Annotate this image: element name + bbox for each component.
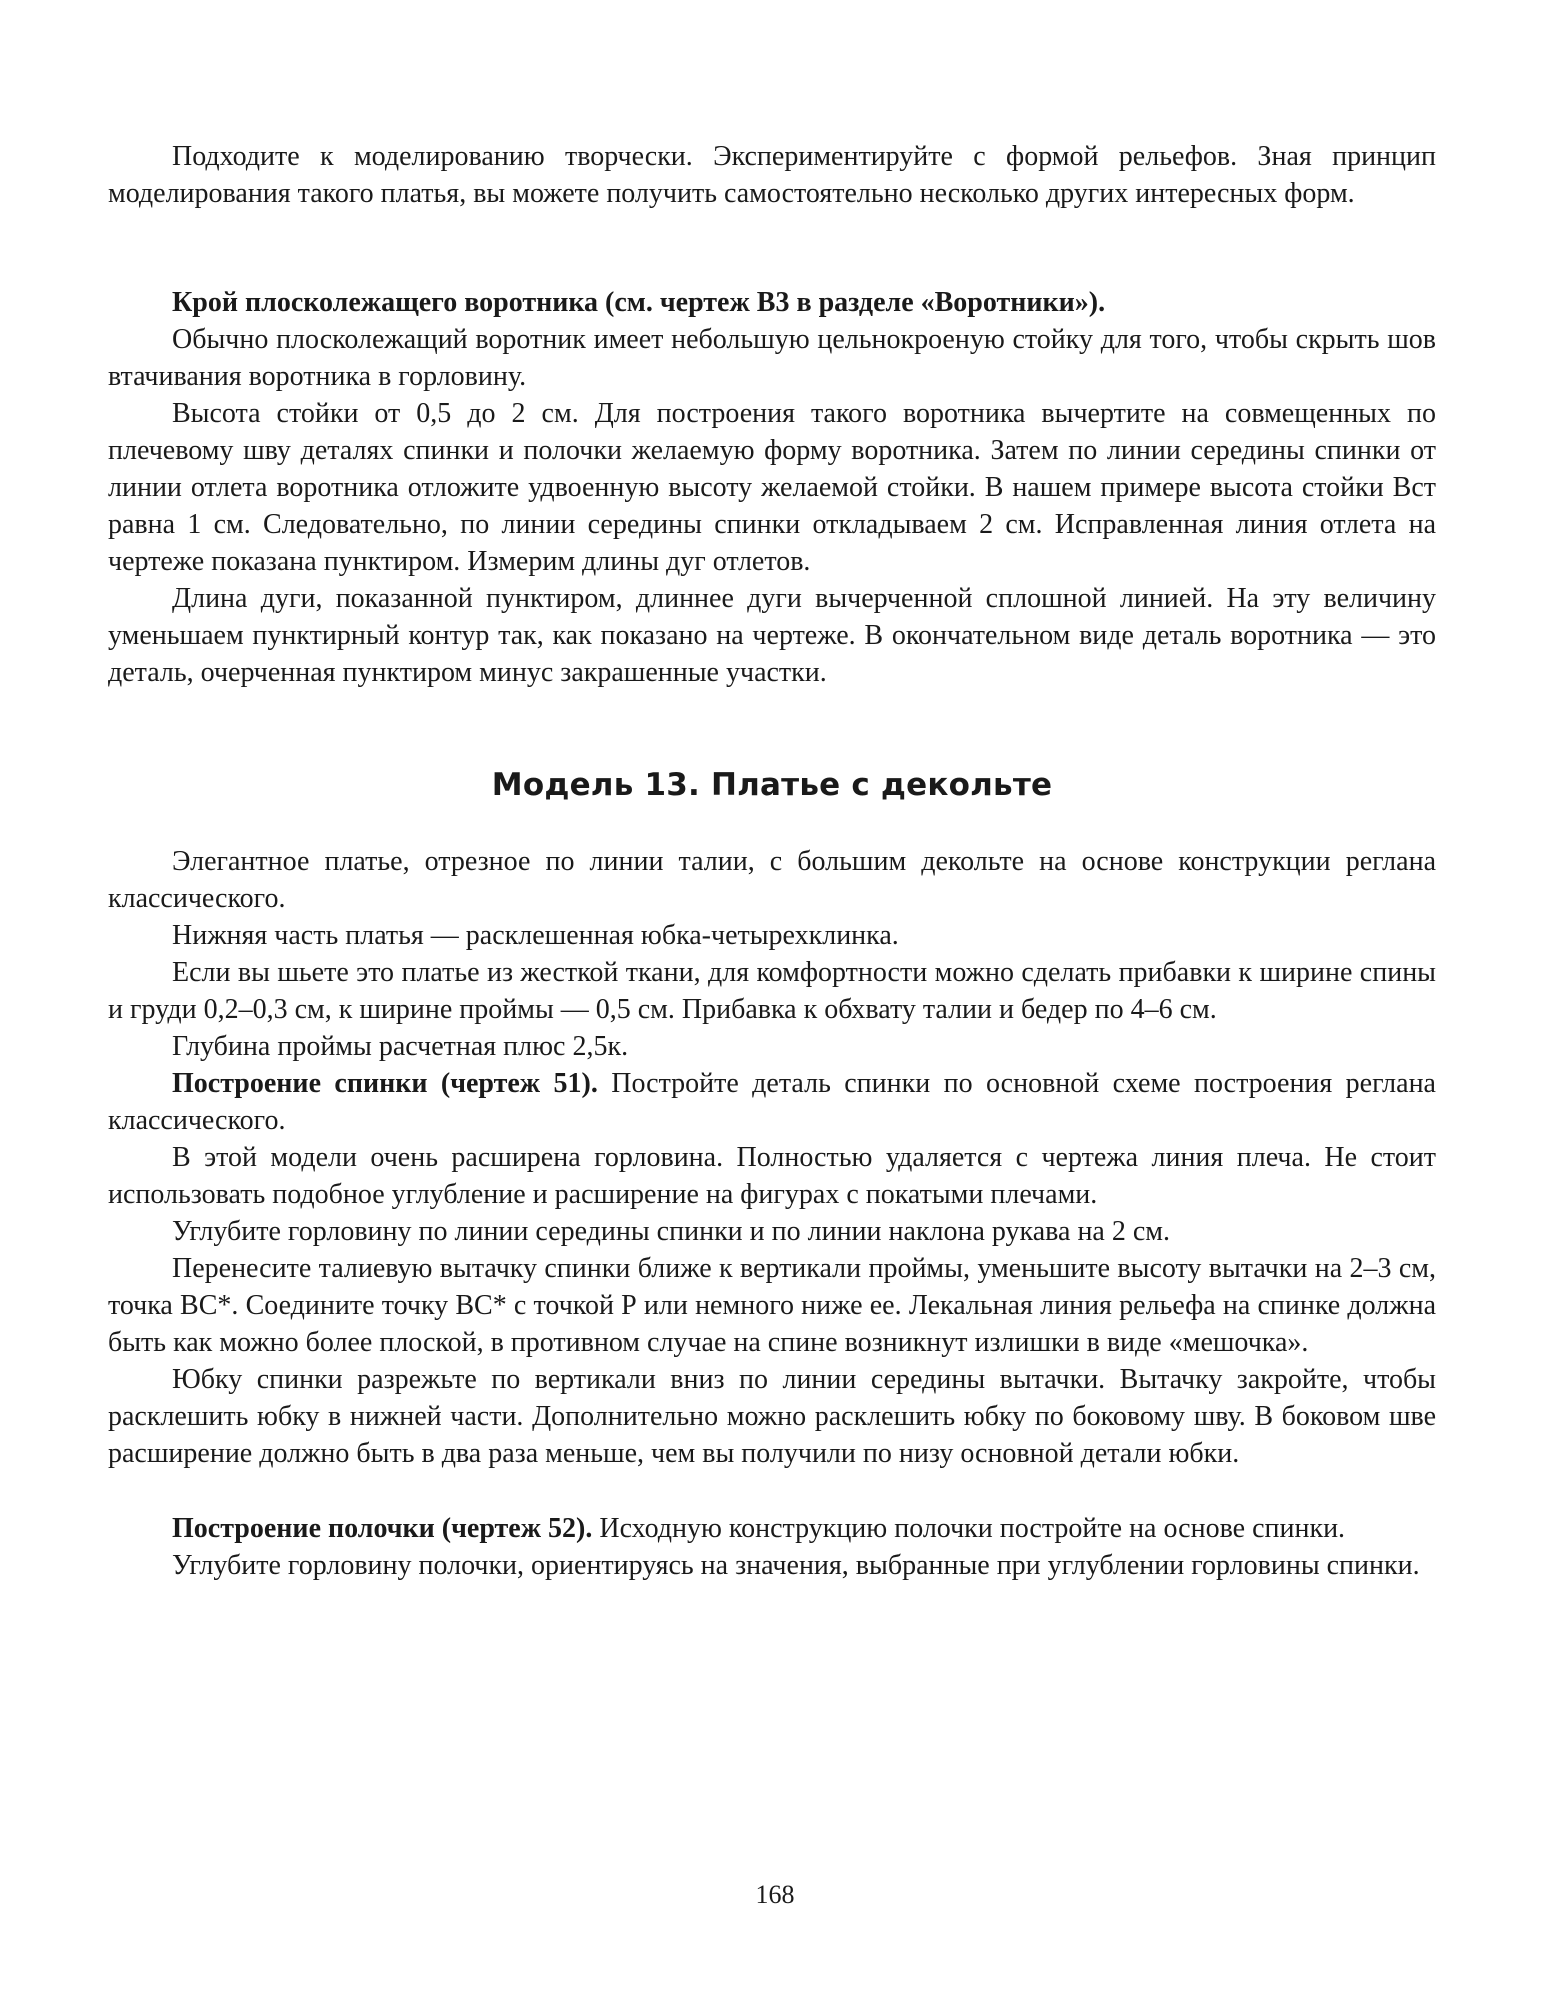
model-paragraph-9: Углубите горловину полочки, ориентируясь на значения, выбранные при углублении горловины спинки.	[172, 1550, 1420, 1581]
collar-paragraph-3: Длина дуги, показанной пунктиром, длиннее дуги вычерченной сплошной линией. На эту величину уменьшаем пунктирный контур так, как показано на чертеже. В окончательном виде деталь воротника — это деталь, очерченная пунктиром минус закрашенные участки.	[108, 583, 1436, 688]
model-paragraph-5: В этой модели очень расширена горловина. Полностью удаляется с чертежа линия плеча. Не стоит использовать подобное углубление и расширение на фигурах с покатыми плечами.	[108, 1142, 1436, 1210]
front-construction-text: Исходную конструкцию полочки постройте на основе спинки.	[592, 1513, 1346, 1544]
model-paragraph-8: Юбку спинки разрежьте по вертикали вниз по линии середины вытачки. Вытачку закройте, чтобы расклешить юбку в нижней части. Дополнительно можно расклешить юбку по боковому шву. В боковом шве расширение должно быть в два раза меньше, чем вы получили по низу основной детали юбки.	[108, 1364, 1436, 1469]
back-construction-text: Постройте деталь спинки по основной схеме построения реглана классического.	[108, 1068, 1436, 1136]
back-construction-heading: Построение спинки (чертеж 51).	[172, 1068, 598, 1099]
collar-paragraph-2: Высота стойки от 0,5 до 2 см. Для построения такого воротника вычертите на совмещенных по плечевому шву деталях спинки и полочки желаемую форму воротника. Затем по линии середины спинки от линии отлета воротника отложите удвоенную высоту желаемой стойки. В нашем примере высота стойки Вст равна 1 см. Следовательно, по линии середины спинки откладываем 2 см. Исправленная линия отлета на чертеже показана пунктиром. Измерим длины дуг отлетов.	[108, 398, 1436, 577]
back-construction-paragraph	[108, 1065, 1436, 1139]
model-paragraph-6: Углубите горловину по линии середины спинки и по линии наклона рукава на 2 см.	[172, 1216, 1171, 1247]
model-paragraph-3: Если вы шьете это платье из жесткой ткани, для комфортности можно сделать прибавки к ширине спины и груди 0,2–0,3 см, к ширине проймы — 0,5 см. Прибавка к обхвату талии и бедер по 4–6 см.	[108, 957, 1436, 1025]
page-body	[108, 138, 1436, 1584]
intro-paragraph: Подходите к моделированию творчески. Экспериментируйте с формой рельефов. Зная принцип моделирования такого платья, вы можете получить самостоятельно несколько других интересных форм.	[108, 141, 1436, 209]
model-paragraph-2: Нижняя часть платья — расклешенная юбка-четырехклинка.	[172, 920, 899, 951]
model-paragraph-1: Элегантное платье, отрезное по линии талии, с большим декольте на основе конструкции реглана классического.	[108, 846, 1436, 914]
front-construction-heading: Построение полочки (чертеж 52).	[172, 1513, 593, 1544]
front-construction-paragraph	[108, 1510, 1436, 1547]
section-title: Модель 13. Платье с декольте	[491, 767, 1053, 803]
collar-paragraph-1: Обычно плосколежащий воротник имеет небольшую цельнокроеную стойку для того, чтобы скрыть шов втачивания воротника в горловину.	[108, 324, 1436, 392]
model-paragraph-7: Перенесите талиевую вытачку спинки ближе к вертикали проймы, уменьшите высоту вытачки на 2–3 см, точка ВС*. Соедините точку ВС* с точкой Р или немного ниже ее. Лекальная линия рельефа на спинке должна быть как можно более плоской, в противном случае на спине возникнут излишки в виде «мешочка».	[108, 1253, 1436, 1358]
page-number: 168	[755, 1880, 795, 1909]
model-paragraph-4: Глубина проймы расчетная плюс 2,5к.	[172, 1031, 629, 1062]
collar-heading: Крой плосколежащего воротника (см. чертеж В3 в разделе «Воротники»).	[172, 287, 1106, 318]
